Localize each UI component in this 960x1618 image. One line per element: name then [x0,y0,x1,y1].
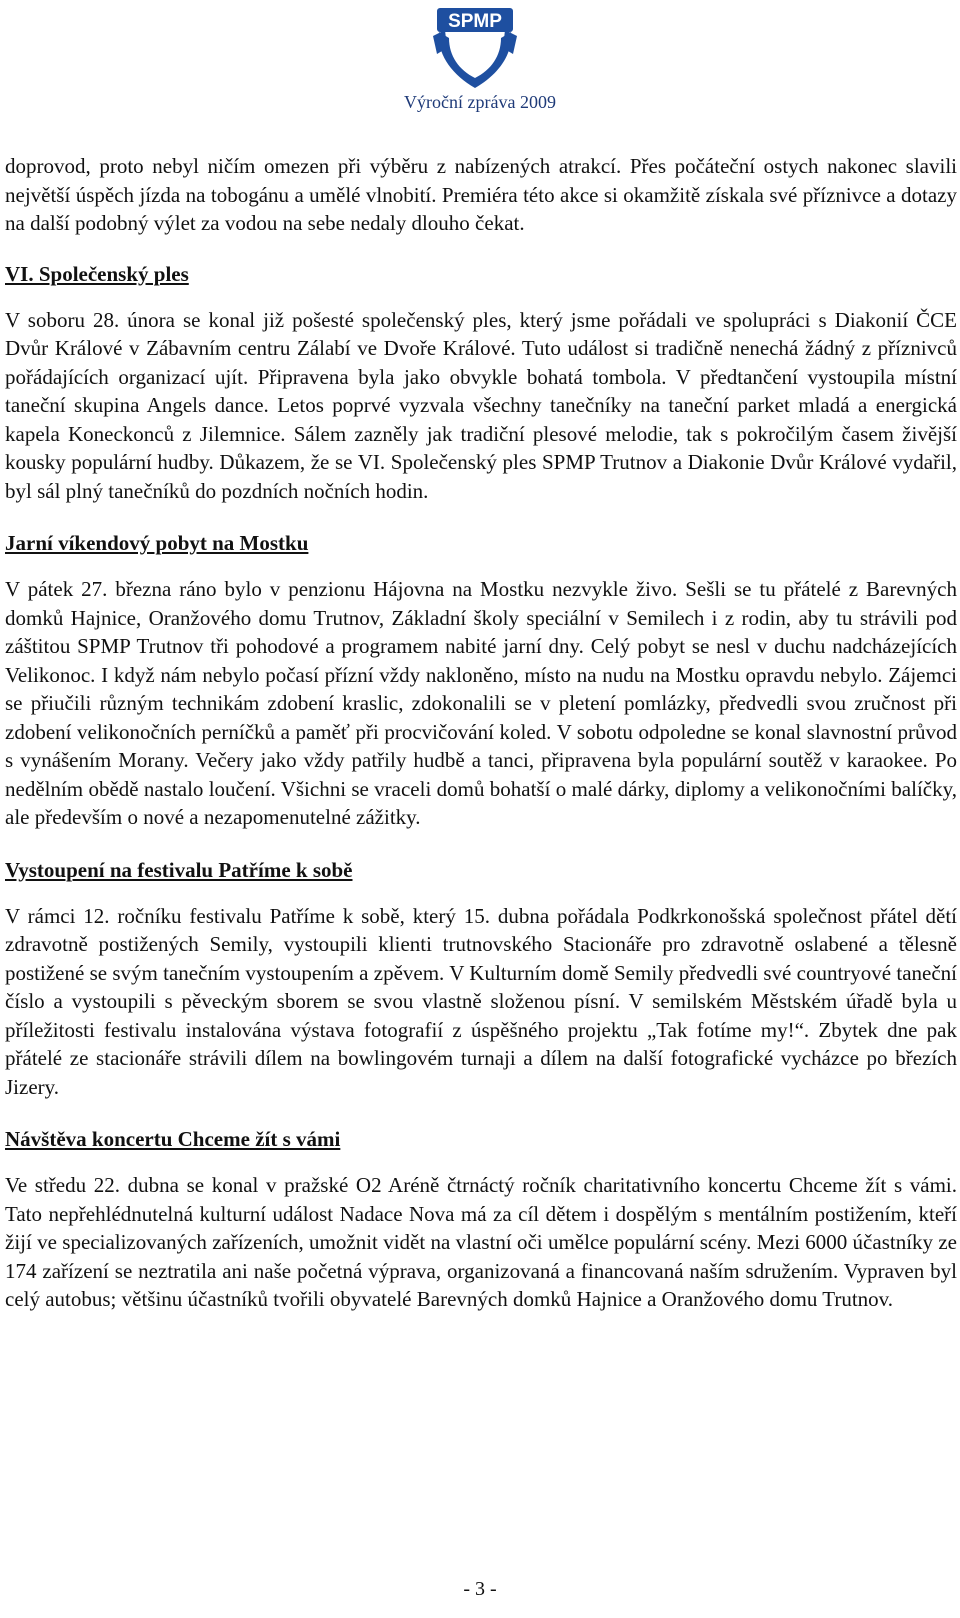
document-body [5,152,957,1314]
report-title: Výroční zpráva 2009 [404,92,556,112]
page-number: - 3 - [463,1578,497,1600]
section-paragraph-festival: V rámci 12. ročníku festivalu Patříme k sobě, který 15. dubna pořádala Podkrkonošská společnost přátel dětí zdravotně postižených Semily, vystoupili klienti trutnovského Stacionáře pro zdravotně oslabené a tělesně postižené se svým tanečním vystoupením a zpěvem. V Kulturním domě Semily předvedli své countryové taneční číslo a vystoupili s pěveckým sborem se svou vlastně složenou písní. V semilském Městském úřadě byla u příležitosti festivalu instalována výstava fotografií z úspěšného projektu „Tak fotíme my!“. Zbytek dne pak přátelé ze stacionáře strávili dílem na bowlingovém turnaji a dílem na další fotografické vycházce po březích Jizery. [5,903,957,1099]
page-header [0,0,960,120]
spmp-logo [425,2,525,92]
logo-lettering: SPMP [448,11,502,32]
intro-paragraph: doprovod, proto nebyl ničím omezen při výběru z nabízených atrakcí. Přes počáteční ostych nakonec slavili největší úspěch jízda na tobogánu a umělé vlnobití. Premiéra této akce si okamžitě získala své příznivce a dotazy na další podobný výlet za vodou na sebe nedaly dlouho čekat. [5,154,957,235]
section-paragraph-koncert: Ve středu 22. dubna se konal v pražské O2 Aréně čtrnáctý ročník charitativního koncertu Chceme žít s vámi. Tato nepřehlédnutelná kulturní událost Nadace Nova má za cíl dětem i dospělým s mentálním postižením, kteří žijí ve specializovaných zařízeních, umožnit vidět na vlastní oči umělce populární scény. Mezi 6000 účastníky ze 174 zařízení se neztratila ani naše početná výprava, organizovaná a financovaná naším sdružením. Vypraven byl celý autobus; většinu účastníků tvořili obyvatelé Barevných domků Hajnice a Oranžového domu Trutnov. [5,1173,957,1311]
section-paragraph-ples: V soboru 28. února se konal již pošesté společenský ples, který jsme pořádali ve spolupráci s Diakonií ČCE Dvůr Králové v Zábavním centru Zálabí ve Dvoře Králové. Tuto událost si tradičně nenechá žádný z příznivců pořádajících organizací ujít. Připravena byla jako obvykle bohatá tombola. V předtančení vystoupila místní taneční skupina Angels dance. Letos poprvé vyzvala všechny tanečníky na taneční parket mladá a energická kapela Koneckonců z Jilemnice. Sálem zazněly jak tradiční plesové melodie, tak s pokročilým časem živější kousky populární hudby. Důkazem, že se VI. Společenský ples SPMP Trutnov a Diakonie Dvůr Králové vydařil, byl sál plný tanečníků do pozdních nočních hodin. [5,307,957,503]
section-heading-festival: Vystoupení na festivalu Patříme k sobě [5,857,353,882]
section-heading-koncert: Návštěva koncertu Chceme žít s vámi [5,1127,341,1151]
section-paragraph-mostek: V pátek 27. března ráno bylo v penzionu Hájovna na Mostku nezvykle živo. Sešli se tu přátelé z Barevných domků Hajnice, Oranžového domu Trutnov, Základní školy speciální v Semilech i z rodin, aby tu strávili pod záštitou SPMP Trutnov tři pohodové a programem nabité jarní dny. Celý pobyt se nesl v duchu nadcházejících Velikonoc. I když nám nebylo počasí přízní vždy nakloněno, místo na nudu na Mostku opravdu nebylo. Zájemci se přiučili různým technikám zdobení kraslic, zdokonalili se v pletení pomlázky, předvedli svou zručnost při zdobení velikonočních perníčků a paměť při procvičování koled. V sobotu odpoledne se konal slavnostní průvod s vynášením Morany. Večery jako vždy patřily hudbě a tanci, připravena byla populární soutěž v karaokee. Po nedělním obědě nastalo loučení. Všichni se vraceli domů bohatší o malé dárky, diplomy a velikonočními balíčky, ale především o nové a nezapomenutelné zážitky. [5,577,957,829]
section-heading-mostek: Jarní víkendový pobyt na Mostku [5,531,309,555]
section-heading-ples: VI. Společenský ples [5,261,189,286]
